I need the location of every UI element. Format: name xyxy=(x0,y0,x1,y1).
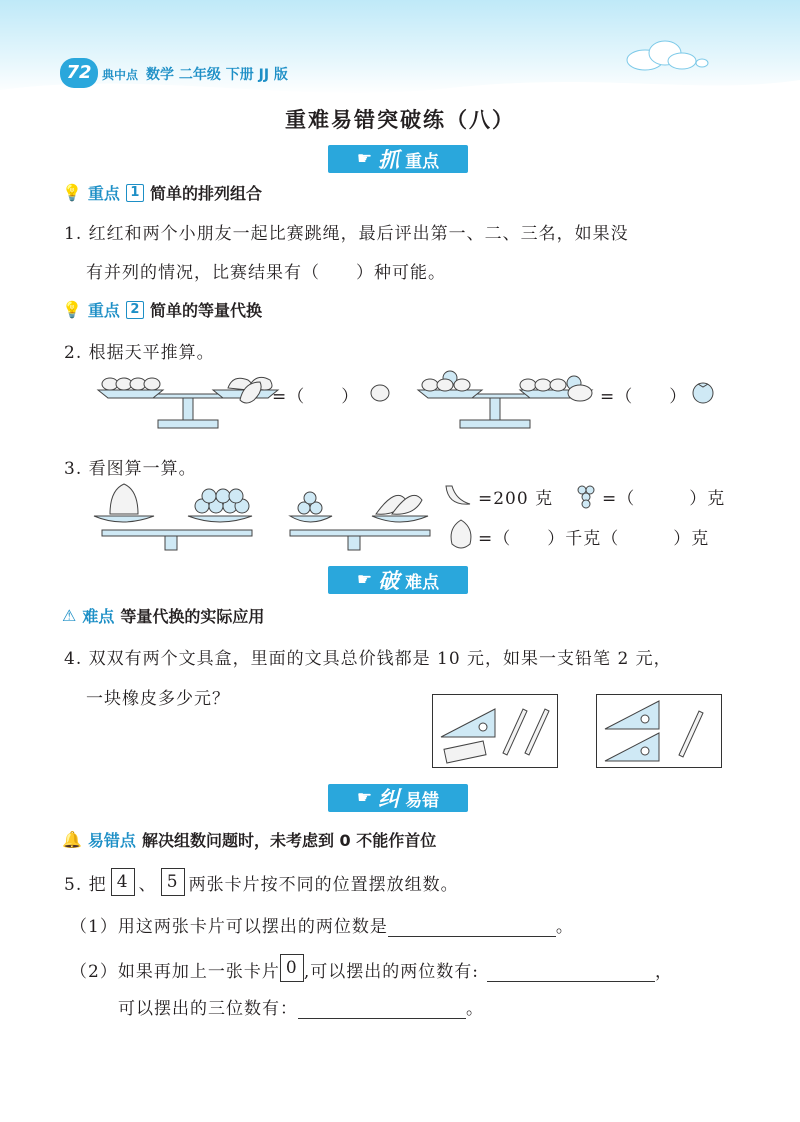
answer-blank[interactable] xyxy=(298,998,466,1019)
banner-zhua-zhongdian xyxy=(328,145,468,173)
section-tag: 难点 xyxy=(82,607,115,626)
sweet-potato-icon xyxy=(236,378,266,406)
section-tag: 易错点 xyxy=(87,831,136,850)
q5-sub1-text: （1）用这两张卡片可以摆出的两位数是 xyxy=(70,917,388,937)
section-title: 简单的排列组合 xyxy=(149,184,262,203)
pencil-box-1-drawing xyxy=(433,695,557,767)
banner-big-text: 纠 xyxy=(378,787,400,811)
balance1-answer: =（ ） xyxy=(272,387,360,407)
q5-sub3-text: 可以摆出的三位数有： xyxy=(118,999,298,1019)
section-heading-3 xyxy=(62,604,264,627)
section-num: 1 xyxy=(126,184,144,202)
question-5-sub3 xyxy=(118,994,484,1019)
section-title: 等量代换的实际应用 xyxy=(120,607,265,626)
section-heading-2 xyxy=(62,298,262,321)
dragon-fruit-weight: =（ ）千克（ ）克 xyxy=(478,529,710,549)
balance2-answer: =（ ） xyxy=(600,387,688,407)
q5-sub2-prefix: （2）如果再加上一张卡片 xyxy=(70,962,280,982)
section-tag: 重点 xyxy=(87,301,120,320)
cloud-icon xyxy=(620,35,710,75)
answer-blank[interactable] xyxy=(388,916,556,937)
q5-sub3-end: 。 xyxy=(466,999,484,1019)
grape-weight: =（ ）克 xyxy=(602,489,726,509)
pencil-box-1 xyxy=(432,694,558,768)
hand-pointer-icon: ☛ xyxy=(356,570,373,590)
banner-po-nandian xyxy=(328,566,468,594)
banner-jiu-yicuo xyxy=(328,784,468,812)
answer-blank[interactable] xyxy=(487,961,655,982)
pencil-box-2 xyxy=(596,694,722,768)
section-title: 简单的等量代换 xyxy=(149,301,262,320)
question-5 xyxy=(64,868,459,896)
hand-pointer-icon: ☛ xyxy=(356,149,373,169)
banner-text: 重点 xyxy=(405,151,440,172)
card-0: 0 xyxy=(280,954,304,982)
bell-icon: 🔔 xyxy=(62,830,82,849)
banner-text: 易错 xyxy=(405,790,440,811)
question-5-sub2 xyxy=(70,954,673,982)
question-4-line2: 一块橡皮多少元？ xyxy=(86,689,230,709)
brand-logo: 典中点 xyxy=(102,68,139,82)
warning-icon: ⚠ xyxy=(62,606,77,625)
question-4-line1: 4. 双双有两个文具盒，里面的文具总价钱都是 10 元，如果一支铅笔 2 元， xyxy=(64,649,672,669)
page-number: 72 xyxy=(60,58,98,88)
q5-sub2-text: ,可以摆出的两位数有: xyxy=(303,962,479,982)
page-title: 重难易错突破练（八） xyxy=(285,108,515,132)
section-tag: 重点 xyxy=(87,184,120,203)
banana-weight: =200 克 xyxy=(478,489,554,509)
q5-sub2-comma: ， xyxy=(654,962,673,982)
banana-icon xyxy=(442,480,474,510)
potato-icon xyxy=(368,380,392,404)
hand-pointer-icon: ☛ xyxy=(356,788,373,808)
card-5: 5 xyxy=(161,868,185,896)
grape-icon xyxy=(574,480,598,510)
section-heading-1 xyxy=(62,181,262,204)
lightbulb-icon: 💡 xyxy=(62,183,82,202)
balance-scale-3 xyxy=(92,480,262,554)
question-1-line2: 有并列的情况，比赛结果有（ ）种可能。 xyxy=(86,263,446,283)
section-heading-4 xyxy=(62,828,436,851)
pencil-box-2-drawing xyxy=(597,695,721,767)
tomato-icon xyxy=(690,379,716,405)
book-info: 数学 二年级 下册 JJ 版 xyxy=(146,67,288,83)
potato-icon xyxy=(565,380,595,404)
q5-separator: 、 xyxy=(138,874,157,895)
q5-sub1-end: 。 xyxy=(555,917,574,937)
question-1-line1: 1. 红红和两个小朋友一起比赛跳绳，最后评出第一、二、三名，如果没 xyxy=(64,224,629,244)
question-5-sub1 xyxy=(70,912,574,937)
question-3: 3. 看图算一算。 xyxy=(64,459,197,479)
balance-scale-4 xyxy=(286,480,436,554)
banner-big-text: 破 xyxy=(378,569,400,593)
card-4: 4 xyxy=(111,868,135,896)
section-title: 解决组数问题时，未考虑到 0 不能作首位 xyxy=(141,831,437,850)
section-num: 2 xyxy=(126,301,144,319)
lightbulb-icon: 💡 xyxy=(62,300,82,319)
q5-prefix: 5. 把 xyxy=(64,874,107,895)
question-2: 2. 根据天平推算。 xyxy=(64,343,215,363)
dragon-fruit-icon xyxy=(446,518,476,552)
banner-big-text: 抓 xyxy=(378,148,400,172)
banner-text: 难点 xyxy=(405,572,440,593)
q5-suffix: 两张卡片按不同的位置摆放组数。 xyxy=(188,874,459,895)
